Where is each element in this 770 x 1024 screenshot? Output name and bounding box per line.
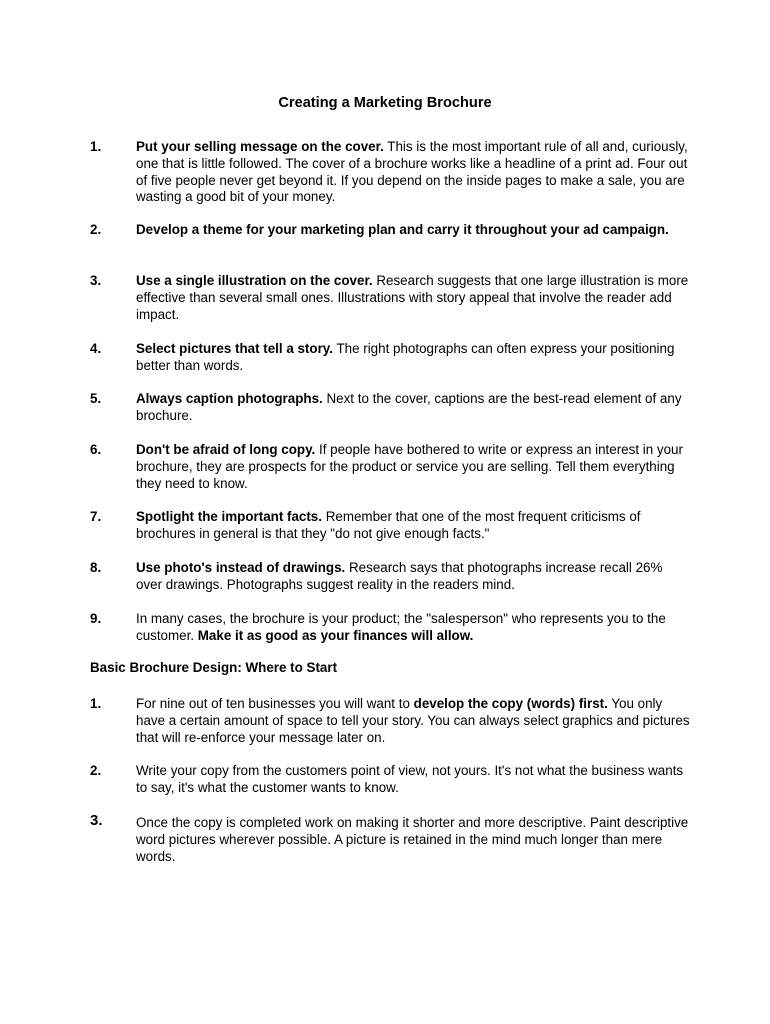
item-text: Select pictures that tell a story. The right photographs can often express your positioning better than words. bbox=[136, 341, 675, 373]
item-number: 5. bbox=[90, 391, 102, 406]
item-text: Use a single illustration on the cover. Research suggests that one large illustration is more effective than several small ones. Illustrations with story appeal that involve the reader add impact. bbox=[136, 273, 689, 322]
item-number: 3. bbox=[90, 812, 103, 829]
item-number: 1. bbox=[90, 139, 102, 154]
item-number: 2. bbox=[90, 763, 102, 778]
item-text: Develop a theme for your marketing plan and carry it throughout your ad campaign. bbox=[136, 222, 669, 237]
item-text: Write your copy from the customers point of view, not yours. It's not what the business wants to say, it's what the customer wants to know. bbox=[136, 763, 684, 795]
item-number: 4. bbox=[90, 341, 102, 356]
item-text: Once the copy is completed work on making it shorter and more descriptive. Paint descriptive word pictures wherever possible. A picture is retained in the mind much longer than mere words. bbox=[136, 815, 689, 864]
item-number: 1. bbox=[90, 696, 102, 711]
item-text: Don't be afraid of long copy. If people have bothered to write or express an interest in your brochure, they are prospects for the product or service you are selling. Tell them everything they need to know. bbox=[136, 442, 683, 491]
item-number: 8. bbox=[90, 560, 102, 575]
item-number: 9. bbox=[90, 611, 102, 626]
item-text: In many cases, the brochure is your product; the "salesperson" who represents you to the customer. Make it as good as your finances will allow. bbox=[136, 611, 666, 643]
item-text: Spotlight the important facts. Remember that one of the most frequent criticisms of brochures in general is that they "do not give enough facts." bbox=[136, 509, 641, 541]
item-text: Put your selling message on the cover. This is the most important rule of all and, curiously, one that is little followed. The cover of a brochure works like a headline of a print ad. Four out of five people never get beyond it. If you depend on the inside pages to make a sale, you are wasting a good bit of your money. bbox=[136, 139, 688, 205]
item-text: For nine out of ten businesses you will want to develop the copy (words) first. You only have a certain amount of space to tell your story. You can always select graphics and pictures that will re-enforce your message later on. bbox=[136, 696, 690, 745]
item-number: 7. bbox=[90, 509, 102, 524]
item-number: 3. bbox=[90, 273, 102, 288]
item-text: Use photo's instead of drawings. Research says that photographs increase recall 26% over drawings. Photographs suggest reality in the readers mind. bbox=[136, 560, 663, 592]
section-heading: Basic Brochure Design: Where to Start bbox=[90, 660, 338, 675]
item-number: 6. bbox=[90, 442, 102, 457]
item-text: Always caption photographs. Next to the cover, captions are the best-read element of any brochure. bbox=[136, 391, 682, 423]
page-title: Creating a Marketing Brochure bbox=[278, 95, 492, 111]
item-number: 2. bbox=[90, 222, 102, 237]
